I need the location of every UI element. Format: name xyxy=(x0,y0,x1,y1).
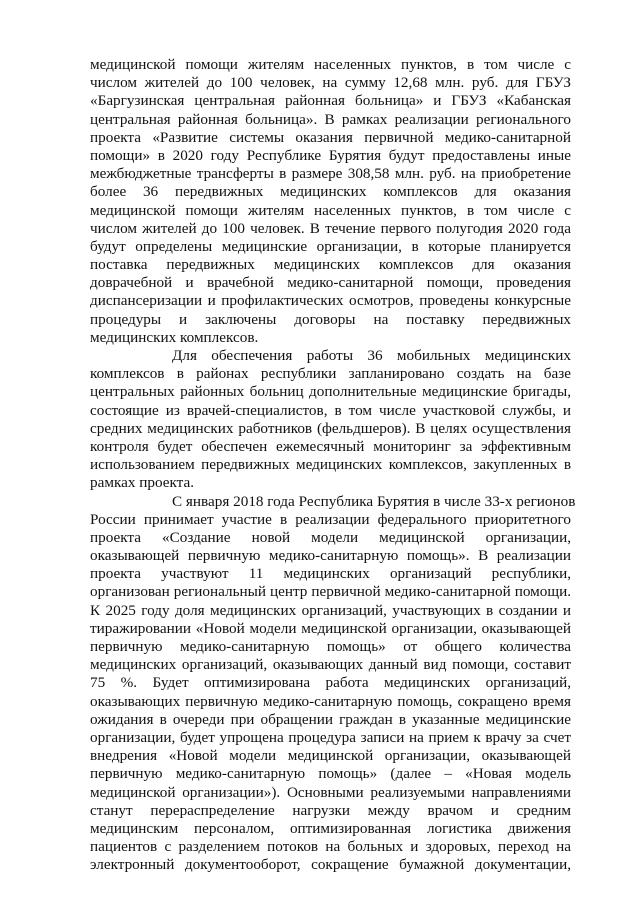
text-line: станут перераспределение нагрузки между врачом и средним xyxy=(90,801,571,819)
text-line: медицинских организаций, оказывающих данный вид помощи, составит xyxy=(90,656,571,674)
text-line: контроля будет обеспечен ежемесячный мониторинг за эффективным xyxy=(90,437,571,455)
paragraph xyxy=(90,492,576,875)
text-line: комплексов в районах республики запланировано создать на базе xyxy=(90,365,571,383)
text-line: медицинской организации»). Основными реализуемыми направлениями xyxy=(90,783,571,801)
text-line: оказывающей первичную медико-санитарную помощь». В реализации xyxy=(90,547,571,565)
paragraph xyxy=(90,56,571,347)
text-line: процедуры и заключены договоры на поставку передвижных xyxy=(90,310,571,328)
text-line: медицинским персоналом, оптимизированная логистика движения xyxy=(90,819,571,837)
text-line: внедрения «Новой модели медицинской организации, оказывающей xyxy=(90,747,571,765)
text-line: 75 %. Будет оптимизирована работа медицинских организаций, xyxy=(90,674,571,692)
text-line: центральная районная больница». В рамках реализации регионального xyxy=(90,110,571,128)
text-line: медицинских комплексов. xyxy=(90,328,259,346)
text-line: ожидания в очереди при обращении граждан в указанные медицинские xyxy=(90,710,571,728)
text-line: числом жителей до 100 человек, на сумму 12,68 млн. руб. для ГБУЗ xyxy=(90,74,571,92)
text-line: электронный документооборот, сокращение бумажной документации, xyxy=(90,856,571,874)
text-line: оказывающих первичную медико-санитарную помощь, сокращено время xyxy=(90,692,571,710)
text-line: организован региональный центр первичной медико-санитарной помощи. xyxy=(90,583,571,601)
text-line: будут определены медицинские организации, в которые планируется xyxy=(90,237,571,255)
text-line: К 2025 году доля медицинских организаций, участвующих в создании и xyxy=(90,601,571,619)
text-line: помощи» в 2020 году Республике Бурятия будут предоставлены иные xyxy=(90,146,571,164)
text-line: поставка передвижных медицинских комплексов для оказания xyxy=(90,256,571,274)
text-line: рамках проекта. xyxy=(90,474,195,492)
text-line: проекта участвуют 11 медицинских организаций республики, xyxy=(90,565,571,583)
text-line: доврачебной и врачебной медико-санитарной помощи, проведения xyxy=(90,274,571,292)
document-body xyxy=(90,56,576,874)
text-line: центральных районных больниц дополнительные медицинские бригады, xyxy=(90,383,571,401)
text-line: первичную медико-санитарную помощь» от общего количества xyxy=(90,638,571,655)
text-line: числом жителей до 100 человек. В течение первого полугодия 2020 года xyxy=(90,219,571,237)
text-line: использованием передвижных медицинских комплексов, закупленных в xyxy=(90,456,571,474)
text-line: С января 2018 года Республика Бурятия в числе 33-х регионов xyxy=(172,492,576,510)
text-line: проекта «Развитие системы оказания первичной медико-санитарной xyxy=(90,128,571,146)
paragraph xyxy=(90,347,571,493)
text-line: средних медицинских работников (фельдшеров). В целях осуществления xyxy=(90,419,571,437)
text-line: медицинской помощи жителям населенных пунктов, в том числе с xyxy=(90,56,571,73)
text-line: «Баргузинская центральная районная больница» и ГБУЗ «Кабанская xyxy=(90,92,571,110)
text-line: медицинской помощи жителям населенных пунктов, в том числе с xyxy=(90,201,571,219)
text-line: тиражировании «Новой модели медицинской организации, оказывающей xyxy=(90,619,571,637)
text-line: более 36 передвижных медицинских комплексов для оказания xyxy=(90,183,571,201)
text-line: России принимает участие в реализации федерального приоритетного xyxy=(90,510,571,528)
text-line: Для обеспечения работы 36 мобильных медицинских xyxy=(172,347,571,364)
text-line: организации, будет упрощена процедура записи на прием к врачу за счет xyxy=(90,728,571,746)
text-line: пациентов с разделением потоков на больных и здоровых, переход на xyxy=(90,838,571,856)
text-line: состоящие из врачей-специалистов, в том числе участковой службы, и xyxy=(90,401,571,419)
text-line: диспансеризации и профилактических осмотров, проведены конкурсные xyxy=(90,292,571,310)
text-line: первичную медико-санитарную помощь» (далее – «Новая модель xyxy=(90,765,571,783)
text-line: межбюджетные трансферты в размере 308,58 млн. руб. на приобретение xyxy=(90,165,571,183)
text-line: проекта «Создание новой модели медицинской организации, xyxy=(90,528,571,546)
